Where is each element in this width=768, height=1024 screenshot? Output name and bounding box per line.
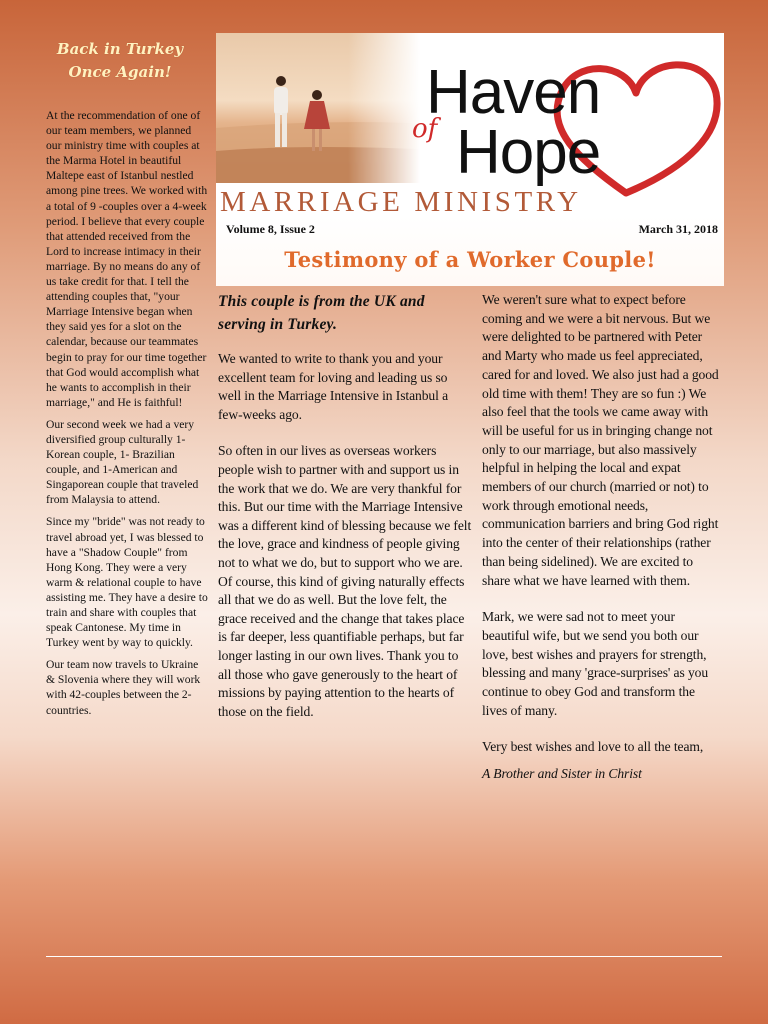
middle-column <box>218 290 472 739</box>
masthead-banner <box>216 33 724 216</box>
sidebar-article <box>46 108 208 725</box>
issue-date: March 31, 2018 <box>638 222 718 236</box>
signature: A Brother and Sister in Christ <box>482 766 642 782</box>
sidebar-heading-line2: Once Again! <box>68 63 172 81</box>
sidebar-paragraph: Since my "bride" was not ready to travel abroad yet, I was blessed to have a "Shadow Couple" from Hong Kong. They were a very warm & relational couple to have assisting me. They have a desire to train and share with couples that speak Cantonese. My time in Turkey went by way to quickly. <box>46 515 208 650</box>
middle-paragraph: So often in our lives as overseas workers people wish to partner with and support us in the work that we do. We are very thankful for this. But our time with the Marriage Intensive was a different kind of blessing because we felt the love, grace and kindness of people giving not to what we do, but to support who we are. Of course, this kind of giving naturally effects all that we do as well. But the love felt, the grace received and the change that takes place is far deeper, less quantifiable perhaps, but far longer lasting in our own lives. Thank you to all those who gave generously to the heart of missions by paying attention to the hearts of those on the field. <box>218 443 472 719</box>
title-haven: Haven <box>426 58 601 127</box>
footer-divider <box>46 956 722 957</box>
right-paragraph: We weren't sure what to expect before coming and we were a bit nervous. But we were delighted to be partnered with Peter and Marty who made us feel appreciated, cared for and loved. We also just had a good old time with them! They are so fun :) We also feel that the tools we came away with will be useful for us in bringing change not only to our marriage, but also massively helpful in helping the local and expat members of our church (married or not) to work through emotional needs, communication barriers and bring God right into the center of their relationships (rather than being sidelined). We are excited to share what we have learned with them. <box>482 292 719 588</box>
issue-bar <box>216 216 724 286</box>
sidebar-paragraph: At the recommendation of one of our team members, we planned our ministry time with couples at the Marma Hotel in beautiful Maltepe east of Istanbul nestled among pine trees. We worked with a total of 9 -couples over a 4-week period. I believe that every couple that attended received from the Lord to increase intimacy in their marriage. By no means do any of us take credit for that. I tell the attending couples that, "your Marriage Intensive began when they said yes for a slot on the calendar, because our teammates begin to pray for our time together that God would accomplish what he wants to accomplish in their marriage," and He is faithful! <box>46 109 208 409</box>
title-of: of <box>412 114 438 144</box>
right-paragraph: Very best wishes and love to all the team, <box>482 739 704 755</box>
sidebar-paragraph: Our second week we had a very diversified group culturally 1-Korean couple, 1- Brazilian couple, and 1-American and Singaporean couple that traveled from Malaysia to attend. <box>46 417 199 507</box>
sidebar-heading-line1: Back in Turkey <box>56 40 184 58</box>
article-headline: Testimony of a Worker Couple! <box>284 247 656 272</box>
volume-issue: Volume 8, Issue 2 <box>226 222 315 236</box>
sidebar-heading <box>40 38 200 84</box>
sidebar-paragraph: Our team now travels to Ukraine & Slovenia where they will work with 42-couples between the 2-countries. <box>46 658 201 717</box>
masthead-subtitle: MARRIAGE MINISTRY <box>220 186 582 216</box>
middle-paragraph: We wanted to write to thank you and your excellent team for loving and leading us so well in the Marriage Intensive in Istanbul a few-weeks ago. <box>218 351 449 422</box>
article-lead: This couple is from the UK and serving in Turkey. <box>218 293 425 333</box>
right-column <box>482 291 722 802</box>
title-hope: Hope <box>456 118 601 187</box>
masthead-graphic <box>216 33 724 216</box>
beach-couple-photo <box>216 33 456 183</box>
right-paragraph: Mark, we were sad not to meet your beautiful wife, but we send you both our love, best wishes and prayers for strength, blessing and many 'grace-surprises' as you continue to obey God and transform the lives of many. <box>482 609 709 718</box>
